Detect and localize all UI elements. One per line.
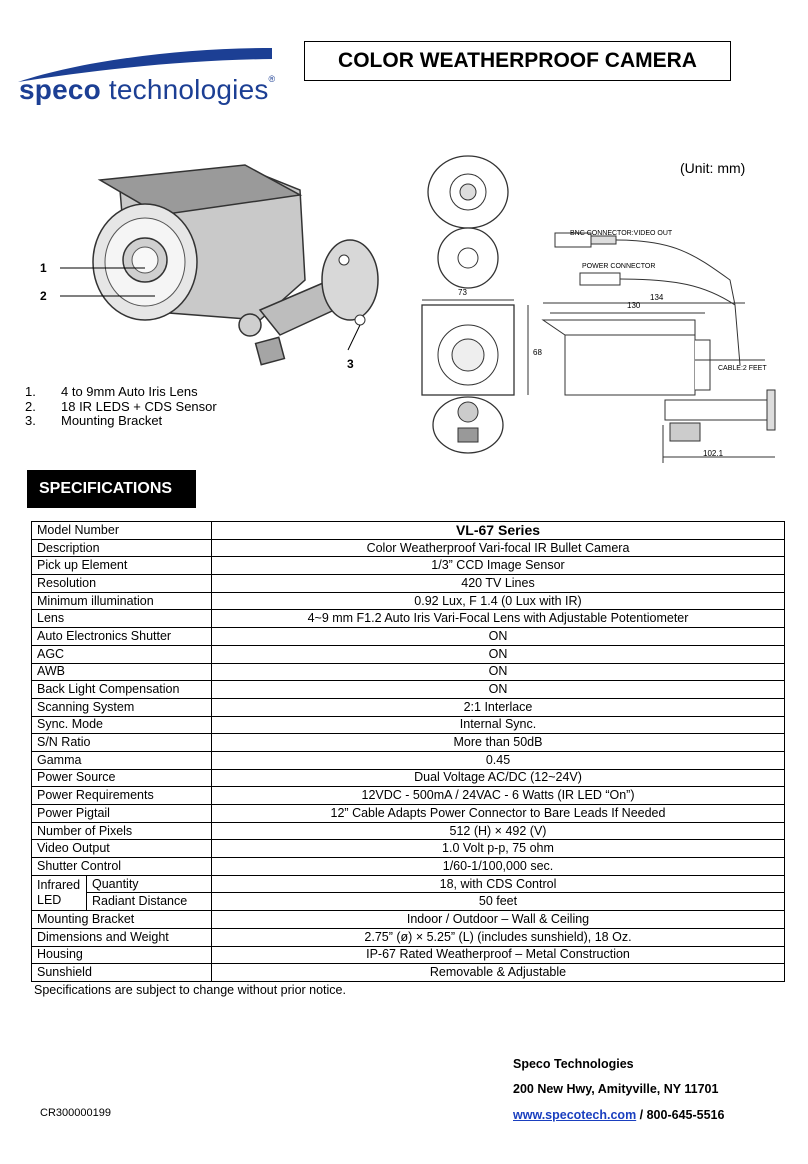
table-row — [32, 734, 785, 752]
spec-label: AWB — [32, 663, 212, 681]
spec-label: Infrared LED — [32, 875, 87, 910]
spec-value: Color Weatherproof Vari-focal IR Bullet Camera — [212, 539, 785, 557]
callout-1: 1 — [40, 261, 47, 275]
spec-value: More than 50dB — [212, 734, 785, 752]
table-row — [32, 522, 785, 540]
table-row — [32, 645, 785, 663]
spec-value: ON — [212, 628, 785, 646]
logo-rest: technologies — [100, 74, 269, 105]
legend-text: Mounting Bracket — [61, 413, 163, 428]
specifications-heading: SPECIFICATIONS — [27, 470, 196, 508]
table-row — [32, 628, 785, 646]
power-connector-label: POWER CONNECTOR — [582, 263, 656, 270]
spec-label: Back Light Compensation — [32, 681, 212, 699]
logo-registered: ® — [268, 74, 276, 84]
spec-value: 512 (H) × 492 (V) — [212, 822, 785, 840]
table-row — [32, 610, 785, 628]
spec-value: 1/60-1/100,000 sec. — [212, 858, 785, 876]
spec-label: Model Number — [32, 522, 212, 540]
spec-value: 1.0 Volt p-p, 75 ohm — [212, 840, 785, 858]
spec-value: 0.92 Lux, F 1.4 (0 Lux with IR) — [212, 592, 785, 610]
spec-value: 2:1 Interlace — [212, 698, 785, 716]
company-contact — [513, 1108, 724, 1122]
table-row — [32, 946, 785, 964]
spec-value: 12VDC - 500mA / 24VAC - 6 Watts (IR LED “On”) — [212, 787, 785, 805]
table-row — [32, 858, 785, 876]
spec-label: Lens — [32, 610, 212, 628]
spec-value: Internal Sync. — [212, 716, 785, 734]
spec-value: 50 feet — [212, 893, 785, 911]
callout-2: 2 — [40, 289, 47, 303]
legend-number: 1. — [25, 384, 36, 399]
dim-134-label: 134 — [650, 293, 664, 302]
logo-bold: speco — [19, 74, 101, 105]
website-link[interactable]: www.specotech.com — [513, 1108, 637, 1122]
spec-label: Power Source — [32, 769, 212, 787]
spec-label: Resolution — [32, 575, 212, 593]
spec-value: 4~9 mm F1.2 Auto Iris Vari-Focal Lens with Adjustable Potentiometer — [212, 610, 785, 628]
table-row — [32, 575, 785, 593]
spec-label: Description — [32, 539, 212, 557]
spec-label: Gamma — [32, 751, 212, 769]
document-code: CR300000199 — [40, 1107, 111, 1119]
spec-label: Pick up Element — [32, 557, 212, 575]
spec-value: ON — [212, 663, 785, 681]
spec-label: Number of Pixels — [32, 822, 212, 840]
table-row — [32, 822, 785, 840]
spec-label: Sync. Mode — [32, 716, 212, 734]
disclaimer-note: Specifications are subject to change without prior notice. — [34, 983, 346, 997]
table-row — [32, 805, 785, 823]
spec-value: Dual Voltage AC/DC (12~24V) — [212, 769, 785, 787]
table-row — [32, 769, 785, 787]
spec-sublabel: Quantity — [87, 875, 212, 893]
spec-label: AGC — [32, 645, 212, 663]
bnc-connector-label: BNC CONNECTOR:VIDEO OUT — [570, 230, 673, 237]
dim-130-label: 130 — [627, 301, 641, 310]
table-row — [32, 840, 785, 858]
table-row — [32, 539, 785, 557]
company-name: Speco Technologies — [513, 1057, 634, 1071]
spec-label: Power Requirements — [32, 787, 212, 805]
legend-text: 4 to 9mm Auto Iris Lens — [61, 384, 198, 399]
dim-73-label: 73 — [458, 288, 467, 297]
spec-value: 1/3” CCD Image Sensor — [212, 557, 785, 575]
document-title: COLOR WEATHERPROOF CAMERA — [304, 41, 731, 81]
spec-value: 2.75” (ø) × 5.25” (L) (includes sunshield), 18 Oz. — [212, 928, 785, 946]
table-row — [32, 681, 785, 699]
table-row — [32, 592, 785, 610]
camera-illustration — [60, 160, 390, 375]
table-row — [32, 875, 785, 893]
table-row — [32, 716, 785, 734]
table-row — [32, 893, 785, 911]
spec-value: 420 TV Lines — [212, 575, 785, 593]
phone-number: 800-645-5516 — [646, 1108, 725, 1122]
table-row — [32, 911, 785, 929]
legend-item — [25, 385, 217, 400]
spec-label: Scanning System — [32, 698, 212, 716]
speco-logo — [14, 44, 276, 106]
spec-value: Indoor / Outdoor – Wall & Ceiling — [212, 911, 785, 929]
spec-label: Housing — [32, 946, 212, 964]
unit-label: (Unit: mm) — [680, 160, 746, 176]
legend-number: 3. — [25, 413, 36, 428]
spec-table-body — [32, 522, 785, 982]
spec-value: IP-67 Rated Weatherproof – Metal Construction — [212, 946, 785, 964]
company-address: 200 New Hwy, Amityville, NY 11701 — [513, 1082, 719, 1096]
table-row — [32, 698, 785, 716]
table-row — [32, 787, 785, 805]
spec-label: Auto Electronics Shutter — [32, 628, 212, 646]
legend-item — [25, 414, 217, 429]
table-row — [32, 751, 785, 769]
spec-value: VL-67 Series — [212, 522, 785, 540]
dim-68-label: 68 — [533, 348, 542, 357]
spec-value: 0.45 — [212, 751, 785, 769]
table-row — [32, 557, 785, 575]
legend-text: 18 IR LEDS + CDS Sensor — [61, 398, 217, 414]
spec-label: Sunshield — [32, 964, 212, 982]
front-view-drawing — [410, 150, 540, 460]
spec-value: Removable & Adjustable — [212, 964, 785, 982]
spec-label: S/N Ratio — [32, 734, 212, 752]
spec-label: Minimum illumination — [32, 592, 212, 610]
spec-value: ON — [212, 681, 785, 699]
spec-label: Dimensions and Weight — [32, 928, 212, 946]
dim-102-label: 102.1 — [703, 449, 724, 458]
table-row — [32, 663, 785, 681]
logo-text — [19, 74, 275, 106]
table-row — [32, 964, 785, 982]
cable-label: CABLE:2 FEET — [718, 365, 767, 372]
spec-label: Video Output — [32, 840, 212, 858]
spec-value: 18, with CDS Control — [212, 875, 785, 893]
side-view-drawing — [535, 225, 785, 465]
table-row — [32, 928, 785, 946]
spec-label: Shutter Control — [32, 858, 212, 876]
callout-3: 3 — [347, 357, 354, 371]
contact-separator: / — [636, 1108, 647, 1122]
spec-sublabel: Radiant Distance — [87, 893, 212, 911]
parts-legend — [25, 385, 217, 429]
spec-value: ON — [212, 645, 785, 663]
legend-item — [25, 400, 217, 415]
spec-label: Mounting Bracket — [32, 911, 212, 929]
spec-value: 12” Cable Adapts Power Connector to Bare Leads If Needed — [212, 805, 785, 823]
specifications-table — [31, 521, 785, 982]
spec-label: Power Pigtail — [32, 805, 212, 823]
legend-number: 2. — [25, 398, 36, 414]
